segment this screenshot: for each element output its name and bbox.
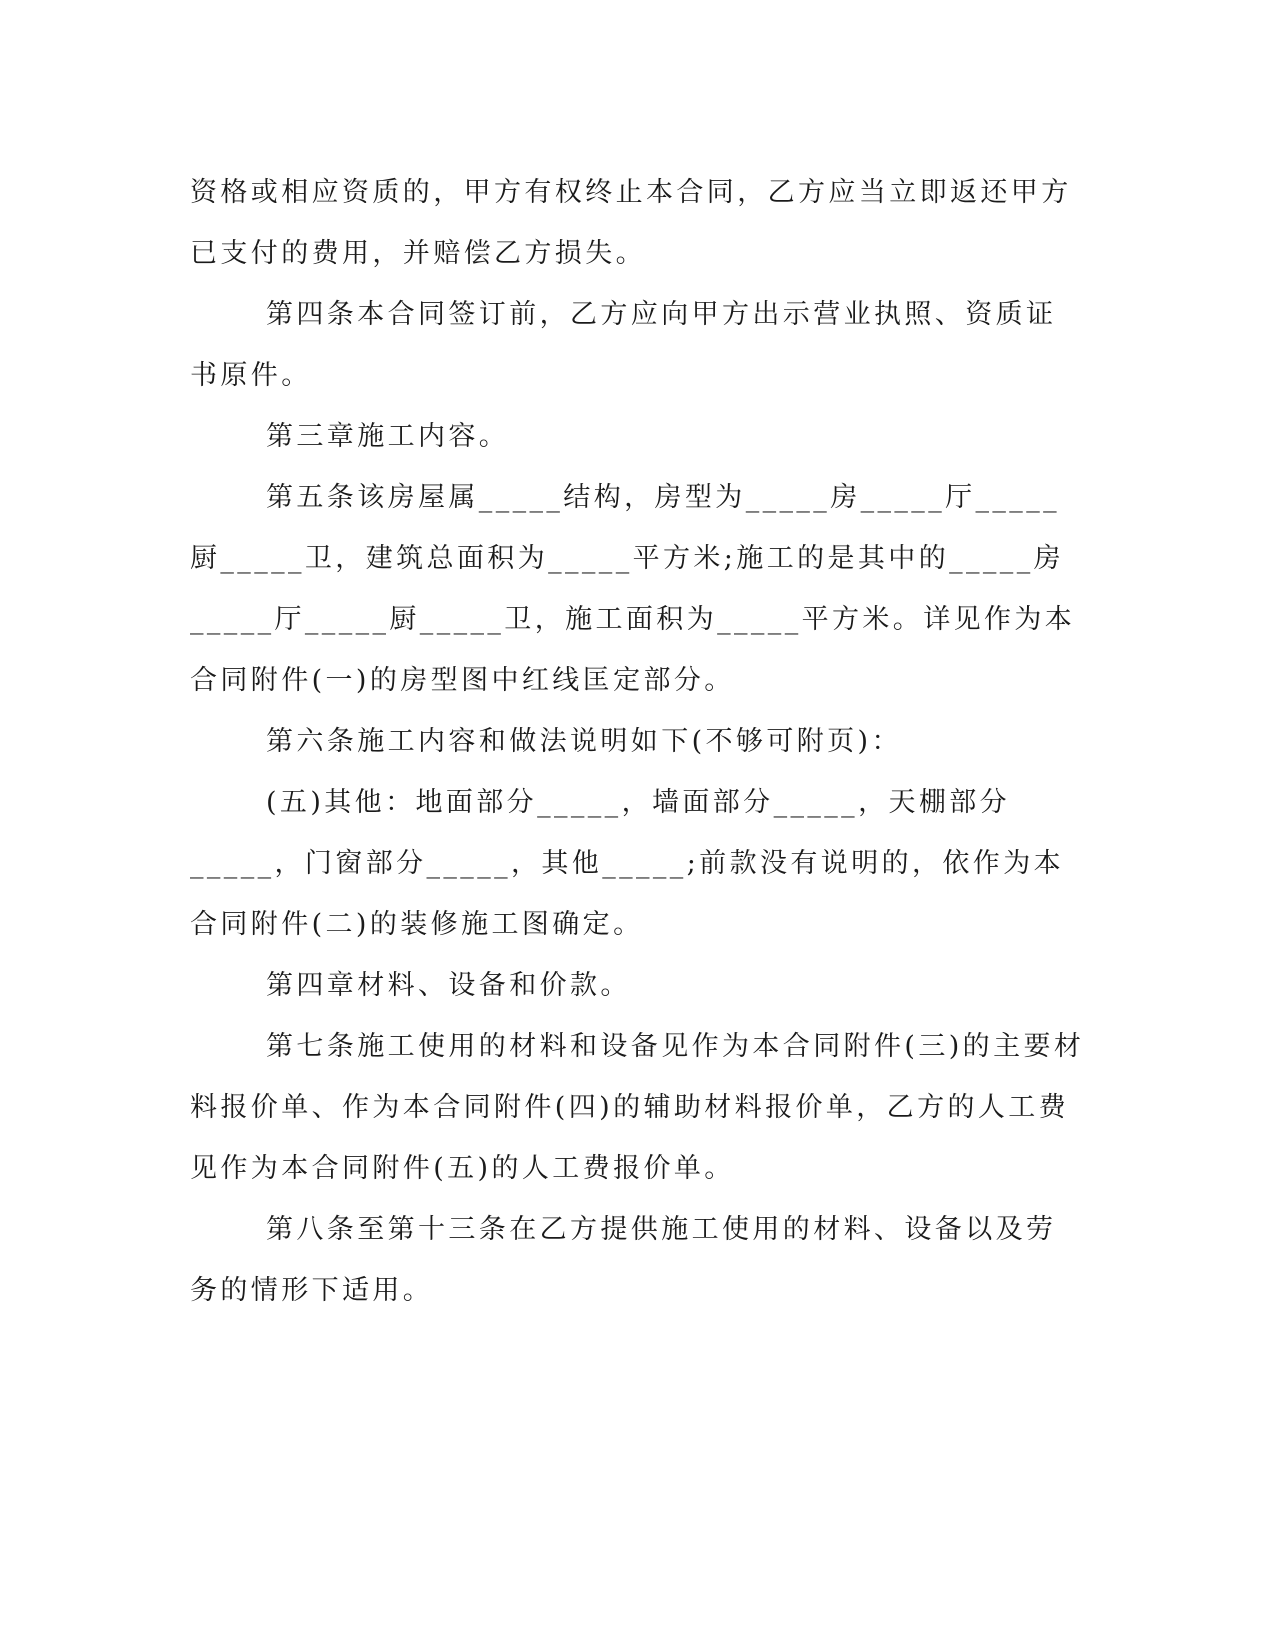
paragraph-article-4: 第四条本合同签订前，乙方应向甲方出示营业执照、资质证书原件。: [190, 299, 1057, 391]
chapter-4-heading: 第四章材料、设备和价款。: [266, 970, 631, 1001]
paragraph-article-8-13: 第八条至第十三条在乙方提供施工使用的材料、设备以及劳务的情形下适用。: [190, 1214, 1057, 1306]
paragraph-article-6: 第六条施工内容和做法说明如下(不够可附页)：: [266, 726, 902, 757]
paragraph-article-7: 第七条施工使用的材料和设备见作为本合同附件(三)的主要材料报价单、作为本合同附件(四)的辅助材料报价单，乙方的人工费见作为本合同附件(五)的人工费报价单。: [190, 1031, 1085, 1184]
paragraph-qualification-clause: 资格或相应资质的，甲方有权终止本合同，乙方应当立即返还甲方已支付的费用，并赔偿乙方损失。: [190, 177, 1072, 269]
chapter-3-heading: 第三章施工内容。: [266, 421, 510, 452]
paragraph-article-5: 第五条该房屋属_____结构，房型为_____房_____厅_____厨_____卫，建筑总面积为_____平方米;施工的是其中的_____房_____厅_____厨_____卫，施工面积为_____平方米。详见作为本合同附件(一)的房型图中红线匡定部分。: [190, 482, 1076, 696]
paragraph-item-5-other: (五)其他：地面部分_____，墙面部分_____，天棚部分_____，门窗部分_____，其他_____;前款没有说明的，依作为本合同附件(二)的装修施工图确定。: [190, 787, 1064, 940]
document-body: [190, 162, 1085, 1321]
